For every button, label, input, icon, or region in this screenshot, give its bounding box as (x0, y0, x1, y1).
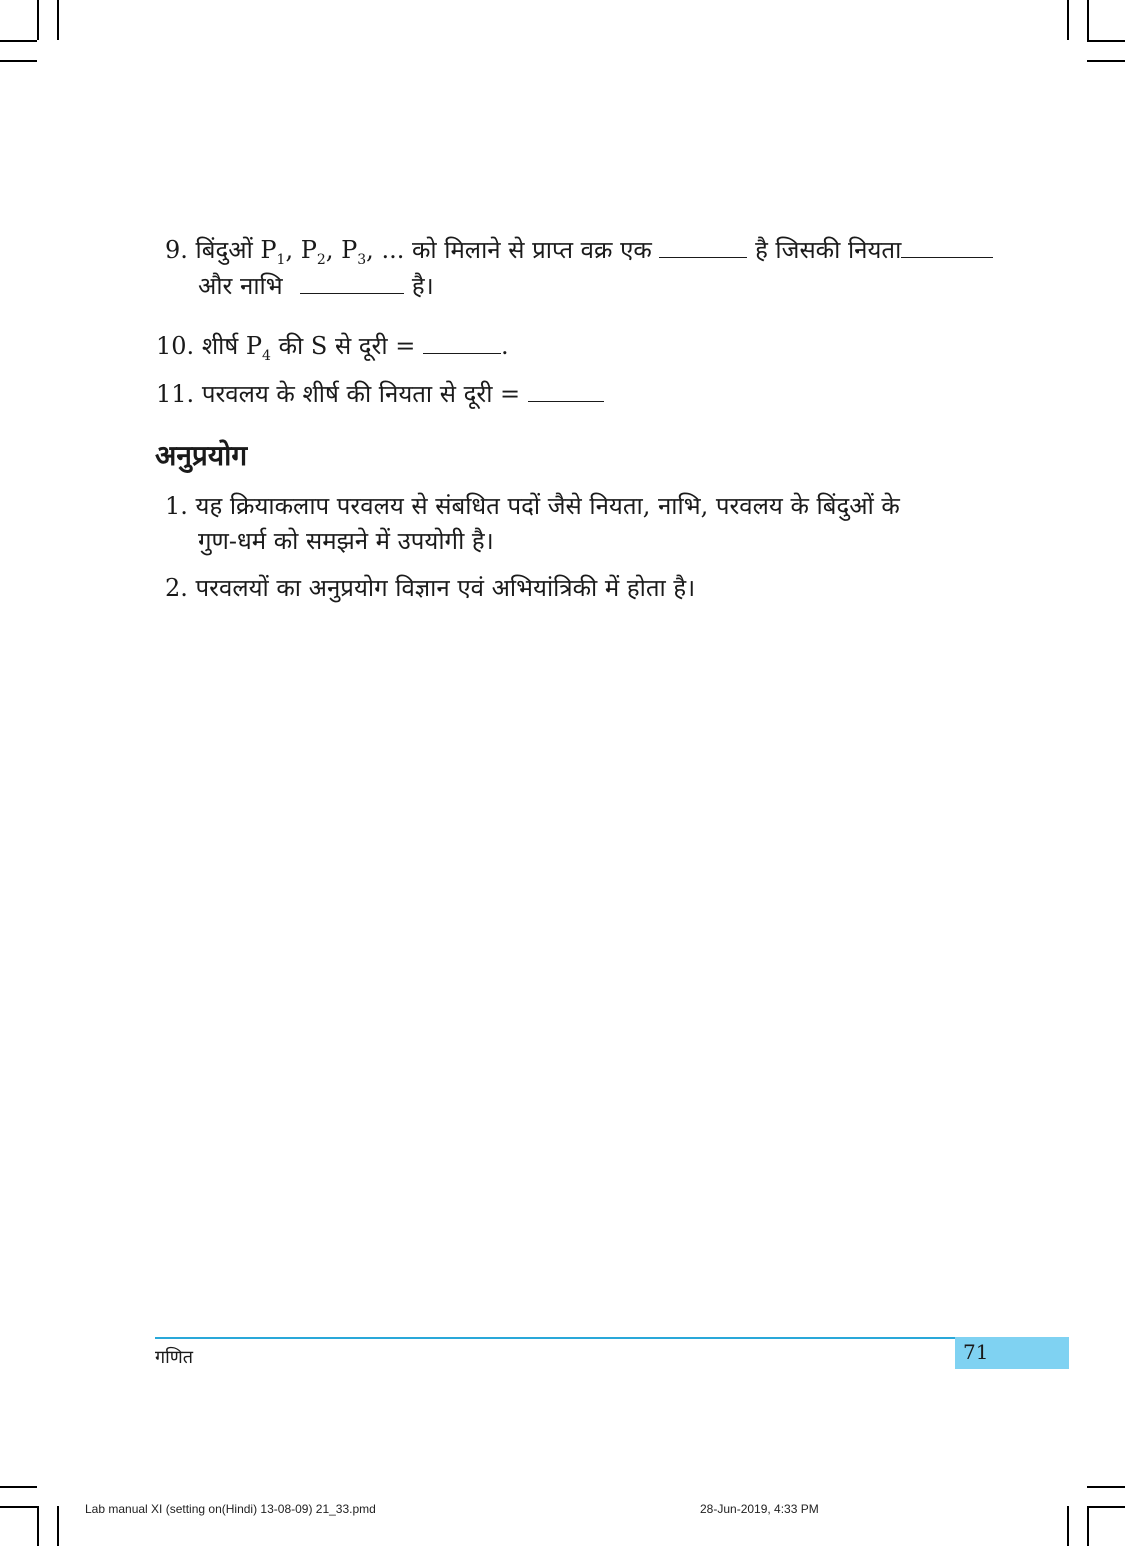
item-text: यह क्रियाकलाप परवलय से संबधित पदों जैसे नियता, नाभि, परवलय के बिंदुओं के (195, 492, 900, 520)
crop-mark (1067, 0, 1069, 40)
question-9-line-2 (198, 268, 434, 304)
application-1-line-2 (198, 523, 494, 559)
crop-mark (0, 1506, 37, 1508)
crop-mark (37, 1506, 39, 1546)
question-number: 10. (156, 332, 195, 360)
crop-mark (1087, 1506, 1089, 1546)
crop-mark (0, 60, 37, 62)
question-text: है। (411, 272, 434, 300)
question-11 (156, 376, 604, 412)
crop-mark (57, 1506, 59, 1546)
crop-mark (1067, 1506, 1069, 1546)
footer-rule (155, 1337, 955, 1339)
point-label: $P_4$ (245, 332, 271, 364)
answer-blank (300, 271, 404, 294)
application-1 (165, 488, 900, 524)
crop-mark (1087, 40, 1125, 42)
application-2 (165, 570, 695, 606)
question-number: 9. (165, 236, 188, 264)
question-text: शीर्ष (201, 332, 239, 360)
section-heading: अनुप्रयोग (155, 439, 248, 472)
footer-subject: गणित (155, 1347, 194, 1368)
item-text: परवलयों का अनुप्रयोग विज्ञान एवं अभियांत्रिकी में होता है। (195, 574, 696, 602)
crop-mark (0, 1486, 37, 1488)
crop-mark (1087, 1486, 1125, 1488)
answer-blank (901, 235, 993, 258)
crop-mark (0, 40, 37, 42)
answer-blank (528, 379, 604, 402)
punctuation: . (500, 332, 509, 360)
question-text: की S से दूरी = (278, 332, 416, 360)
crop-mark (37, 0, 39, 40)
point-label: $P_1$, $P_2$, $P_3$, (260, 236, 374, 268)
crop-mark (1087, 0, 1089, 40)
question-text: और नाभि (198, 272, 283, 300)
crop-mark (1087, 1506, 1125, 1508)
question-text: ... को मिलाने से प्राप्त वक्र एक (381, 236, 652, 264)
print-slug-file: Lab manual XI (setting on(Hindi) 13-08-09) 21_33.pmd (85, 1502, 376, 1516)
print-slug-date: 28-Jun-2019, 4:33 PM (700, 1502, 819, 1516)
answer-blank (659, 235, 747, 258)
question-text: परवलय के शीर्ष की नियता से दूरी = (201, 380, 521, 408)
question-number: 11. (156, 380, 195, 408)
question-10 (156, 328, 509, 374)
item-number: 2. (165, 574, 188, 602)
question-text: है जिसकी नियता (755, 236, 902, 264)
answer-blank (423, 331, 501, 354)
question-text: बिंदुओं (195, 236, 253, 264)
crop-mark (57, 0, 59, 40)
page-number-box (955, 1337, 1069, 1369)
item-text: गुण-धर्म को समझने में उपयोगी है। (198, 527, 494, 555)
page-number: 71 (963, 1340, 989, 1364)
item-number: 1. (165, 492, 188, 520)
crop-mark (1087, 60, 1125, 62)
